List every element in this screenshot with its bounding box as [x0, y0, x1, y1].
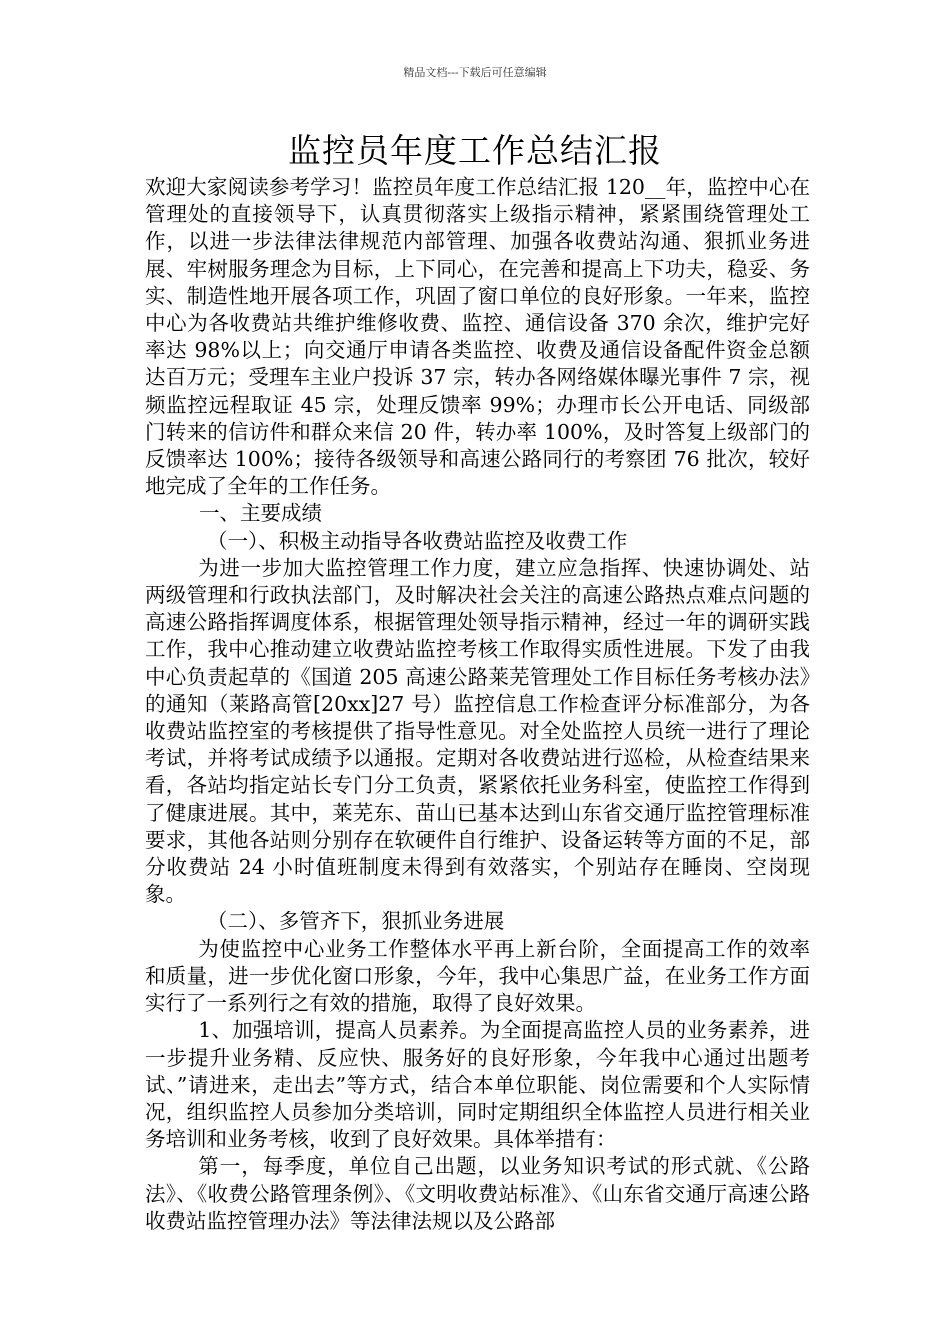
page-header-watermark: 精品文档---下载后可任意编辑	[403, 66, 547, 79]
section-heading-main-achievements: 一、主要成绩	[199, 501, 322, 526]
guidance-paragraph: 为进一步加大监控管理工作力度，建立应急指挥、快速协调处、站两级管理和行政执法部门，及时解决社会关注的高速公路热点难点问题的高速公路指挥调度体系，根据管理处领导指示精神，经过一年的调研实践工作，我中心推动建立收费站监控考核工作取得实质性进展。下发了由我中心负责起草的《国道 205 高速公路莱芜管理处工作目标任务考核办法》的通知（莱路高管[20xx]27 号）监控信息工作检查评分标准部分，为各收费站监控室的考核提供了指导性意见。对全处监控人员统一进行了理论考试，并将考试成绩予以通报。定期对各收费站进行巡检，从检查结果来看，各站均指定站长专门分工负责，紧紧依托业务科室，使监控工作得到了健康进展。其中，莱芜东、苗山已基本达到山东省交通厅监控管理标准要求，其他各站则分别存在软硬件自行维护、设备运转等方面的不足，部分收费站 24 小时值班制度未得到有效落实，个别站存在睡岗、空岗现象。	[145, 555, 810, 907]
first-measure-paragraph: 第一，每季度，单位自己出题，以业务知识考试的形式就、《公路法》、《收费公路管理条例》、《文明收费站标准》、《山东省交通厅高速公路收费站监控管理办法》等法律法规以及公路部	[145, 1154, 810, 1233]
document-body	[145, 174, 810, 1235]
business-paragraph: 为使监控中心业务工作整体水平再上新台阶，全面提高工作的效率和质量，进一步优化窗口形象，今年，我中心集思广益，在业务工作方面实行了一系列行之有效的措施，取得了良好效果。	[145, 936, 810, 1016]
intro-paragraph: 欢迎大家阅读参考学习！监控员年度工作总结汇报 120__年，监控中心在管理处的直接领导下，认真贯彻落实上级指示精神，紧紧围绕管理处工作，以进一步法律法律规范内部管理、加强各收费站沟通、狠抓业务进展、牢树服务理念为目标，上下同心，在完善和提高上下功夫，稳妥、务实、制造性地开展各项工作，巩固了窗口单位的良好形象。一年来，监控中心为各收费站共维护维修收费、监控、通信设备 370 余次，维护完好率达 98%以上；向交通厅申请各类监控、收费及通信设备配件资金总额达百万元；受理车主业户投诉 37 宗，转办各网络媒体曝光事件 7 宗，视频监控远程取证 45 宗，处理反馈率 99%；办理市长公开电话、同级部门转来的信访件和群众来信 20 件，转办率 100%，及时答复上级部门的反馈率达 100%；接待各级领导和高速公路同行的考察团 76 批次，较好地完成了全年的工作任务。	[145, 175, 810, 499]
subsection-heading-guidance: （一）、积极主动指导各收费站监控及收费工作	[207, 528, 628, 553]
training-paragraph: 1、加强培训，提高人员素养。为全面提高监控人员的业务素养，进一步提升业务精、反应快、服务好的良好形象，今年我中心通过出题考试、”请进来，走出去”等方式，结合本单位职能、岗位需要和个人实际情况，组织监控人员参加分类培训，同时定期组织全体监控人员进行相关业务培训和业务考核，收到了良好效果。具体举措有：	[145, 1018, 810, 1152]
subsection-heading-business: （二）、多管齐下，狠抓业务进展	[207, 909, 505, 934]
document-title: 监控员年度工作总结汇报	[288, 131, 662, 170]
